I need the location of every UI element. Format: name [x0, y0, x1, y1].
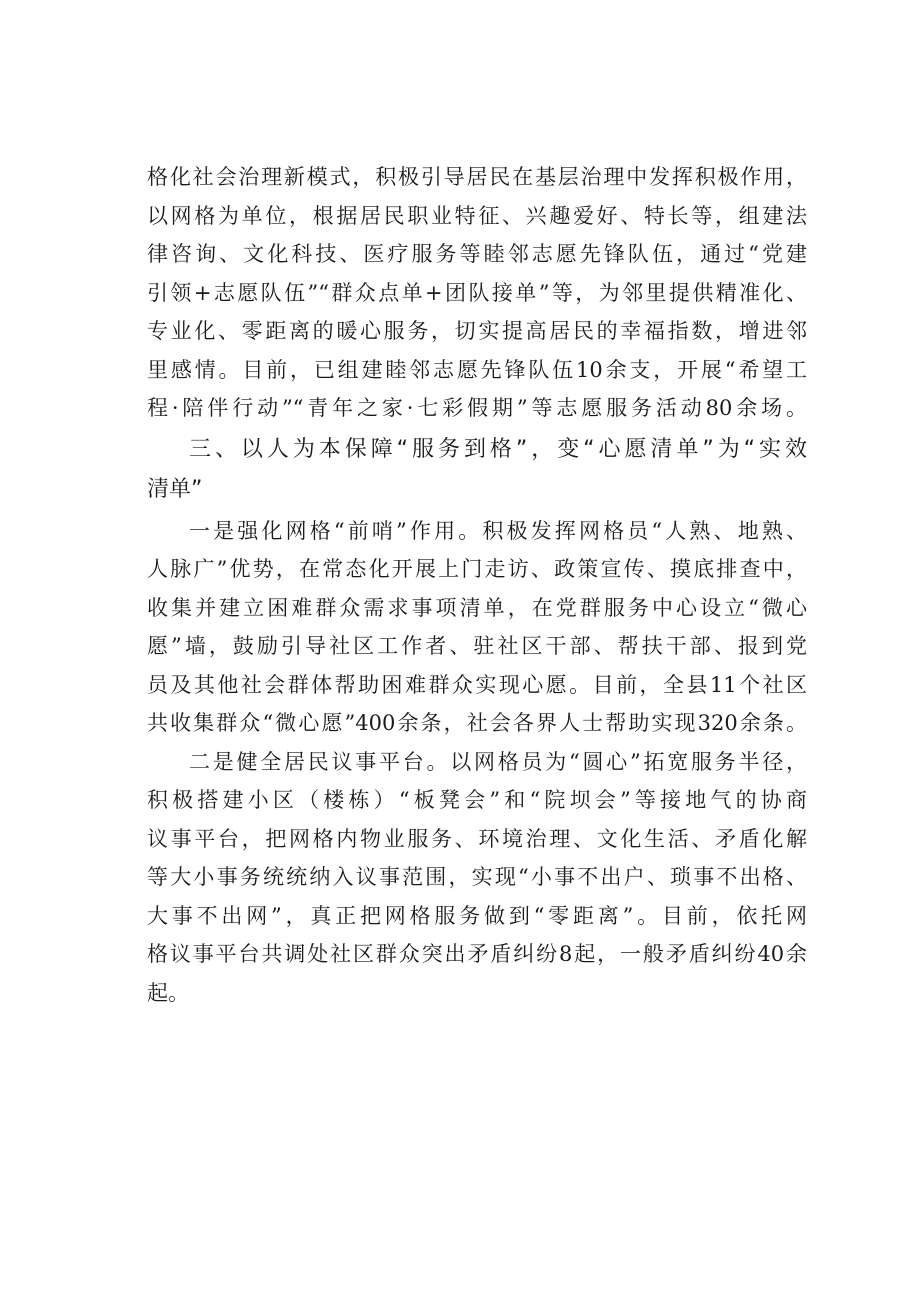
paragraph-grid-sentinel — [147, 512, 807, 743]
text-line: 一是强化网格“前哨”作用。积极发挥网格员“人熟、地熟、 — [189, 518, 807, 543]
text-line: 人脉广”优势，在常态化开展上门走访、政策宣传、摸底排查中， — [147, 557, 807, 581]
text-line: 专业化、零距离的暖心服务，切实提高居民的幸福指数，增进邻 — [147, 319, 807, 343]
text-line: 起。 — [147, 980, 189, 1005]
text-line: 共收集群众“微心愿”400余条，社会各界人士帮助实现320余条。 — [147, 711, 807, 735]
text-line: 积极搭建小区（楼栋）“板凳会”和“院坝会”等接地气的协商 — [147, 788, 807, 812]
text-line: 以网格为单位，根据居民职业特征、兴趣爱好、特长等，组建法 — [147, 203, 807, 228]
document-body — [147, 158, 807, 1012]
text-line: 格议事平台共调处社区群众突出矛盾纠纷8起，一般矛盾纠纷40余 — [147, 942, 807, 966]
paragraph-grid-volunteer-teams — [147, 158, 807, 428]
text-line: 格化社会治理新模式，积极引导居民在基层治理中发挥积极作用， — [147, 165, 807, 189]
text-line: 愿”墙，鼓励引导社区工作者、驻社区干部、帮扶干部、报到党 — [147, 634, 807, 658]
text-line: 大事不出网”，真正把网格服务做到“零距离”。目前，依托网 — [147, 903, 807, 928]
text-line: 引领+志愿队伍”“群众点单+团队接单”等，为邻里提供精准化、 — [147, 280, 807, 305]
text-line: 收集并建立困难群众需求事项清单，在党群服务中心设立“微心 — [147, 595, 807, 620]
text-line: 律咨询、文化科技、医疗服务等睦邻志愿先锋队伍，通过“党建 — [147, 242, 807, 266]
text-line: 程·陪伴行动”“青年之家·七彩假期”等志愿服务活动80余场。 — [147, 396, 807, 420]
text-line: 等大小事务统统纳入议事范围，实现“小事不出户、琐事不出格、 — [147, 865, 807, 889]
text-line: 二是健全居民议事平台。以网格员为“圆心”拓宽服务半径， — [189, 749, 807, 774]
heading-line: 三、以人为本保障“服务到格”，变“心愿清单”为“实效 — [189, 436, 807, 462]
paragraph-resident-council — [147, 743, 807, 1013]
heading-line: 清单” — [147, 476, 203, 502]
text-line: 议事平台，把网格内物业服务、环境治理、文化生活、矛盾化解 — [147, 826, 807, 851]
text-line: 员及其他社会群体帮助困难群众实现心愿。目前，全县11个社区 — [147, 672, 807, 697]
section-heading-three — [147, 430, 807, 510]
text-line: 里感情。目前，已组建睦邻志愿先锋队伍10余支，开展“希望工 — [147, 357, 807, 382]
